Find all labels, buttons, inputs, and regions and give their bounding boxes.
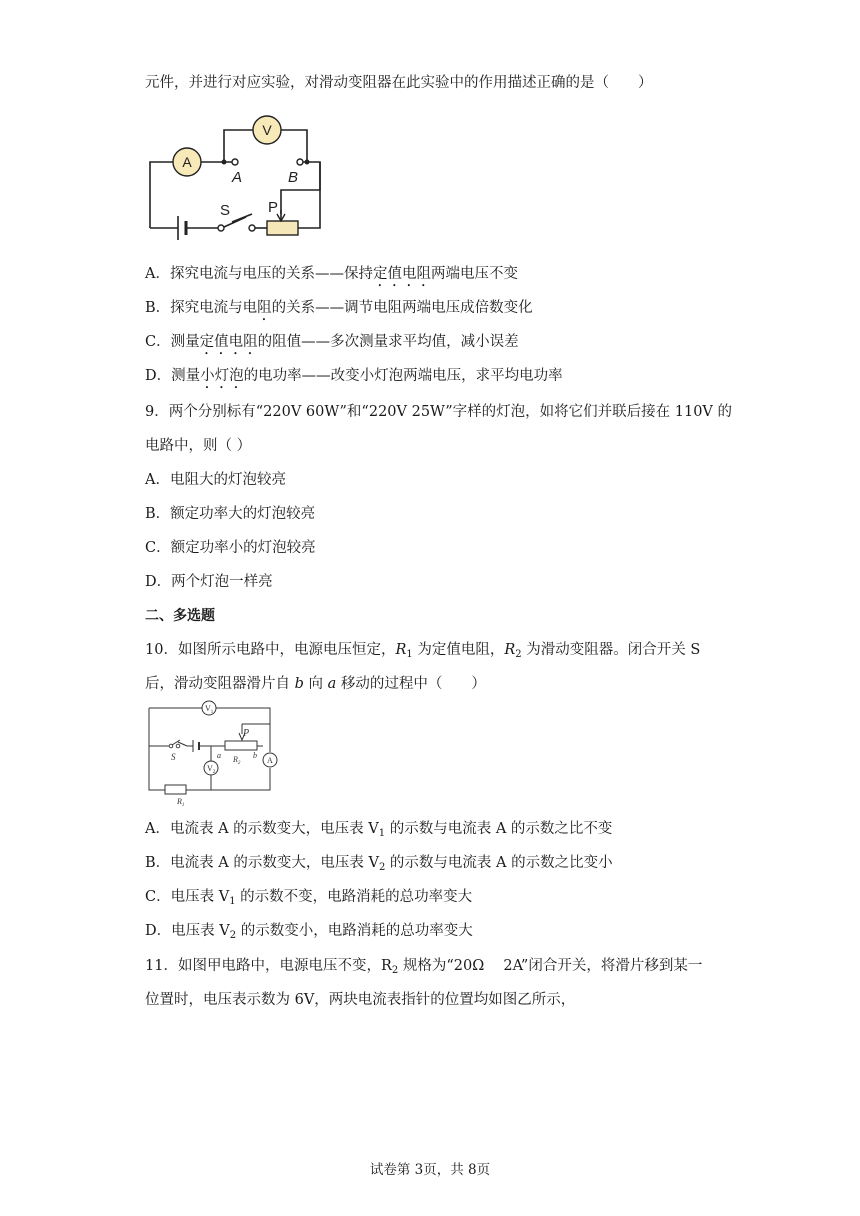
q8-option-b[interactable]: B．探究电流与电阻的关系——调节电阻两端电压成倍数变化	[145, 300, 533, 316]
q8-intro: 元件，并进行对应实验，对滑动变阻器在此实验中的作用描述正确的是（ ）	[145, 75, 653, 91]
q10-option-c[interactable]: C．电压表 $V_1$ 的示数不变，电路消耗的总功率变大	[145, 889, 473, 907]
q11-stem-line1: 11．如图甲电路中，电源电压不变，$R_2$ 规格为“20Ω 2A”闭合开关，将滑片移到某一	[145, 958, 703, 976]
svg-text:A: A	[267, 756, 273, 765]
svg-text:R2: $R_2$	[233, 755, 241, 766]
terminal-b-label: B	[288, 169, 299, 186]
q8-option-a[interactable]: A．探究电流与电压的关系——保持定值电阻两端电压不变	[145, 266, 518, 282]
q10-option-a[interactable]: A．电流表 A 的示数变大，电压表 $V_1$ 的示数与电流表 A 的示数之比不变	[145, 821, 613, 839]
section-heading-multiple-choice: 二、多选题	[145, 608, 215, 624]
terminal-a-label: A	[232, 169, 243, 186]
svg-text:V2: $V_2$	[207, 764, 216, 775]
voltmeter-label: V	[262, 122, 272, 138]
q9-stem-line1: 9．两个分别标有“220V 60W”和“220V 25W”字样的灯泡，如将它们并联后接在 110V 的	[145, 404, 732, 420]
q9-stem-line2: 电路中，则（ ）	[145, 438, 252, 454]
q8-option-d[interactable]: D．测量小灯泡的电功率——改变小灯泡两端电压，求平均电功率	[145, 368, 563, 384]
svg-text:a: a	[217, 751, 221, 760]
ammeter-label: A	[182, 154, 192, 170]
q9-option-a[interactable]: A．电阻大的灯泡较亮	[145, 472, 286, 488]
q11-stem-line2: 位置时，电压表示数为 6V，两块电流表指针的位置均如图乙所示，	[145, 992, 576, 1008]
circuit-diagram-1	[140, 110, 310, 245]
q10-option-b[interactable]: B．电流表 A 的示数变大，电压表 $V_2$ 的示数与电流表 A 的示数之比变小	[145, 855, 613, 873]
svg-text:S: S	[171, 752, 176, 762]
slider-label: P	[268, 199, 279, 216]
page-footer: 试卷第 3页，共 8页	[369, 1162, 491, 1178]
q9-option-b[interactable]: B．额定功率大的灯泡较亮	[145, 506, 316, 522]
q10-stem-line2: 后，滑动变阻器滑片自 b 向 a 移动的过程中（ ）	[145, 676, 486, 692]
q10-stem-line1: 10．如图所示电路中，电源电压恒定，$R_1$ 为定值电阻，$R_2$ 为滑动变阻器。闭合开关 S	[145, 642, 701, 660]
q8-option-c[interactable]: C．测量定值电阻的阻值——多次测量求平均值，减小误差	[145, 334, 519, 350]
svg-text:b: b	[253, 751, 257, 760]
svg-text:R1: $R_1$	[177, 797, 185, 808]
q9-option-d[interactable]: D．两个灯泡一样亮	[145, 574, 273, 590]
svg-text:V1: $V_1$	[205, 704, 214, 715]
circuit-diagram-2	[145, 700, 285, 810]
q10-option-d[interactable]: D．电压表 $V_2$ 的示数变小，电路消耗的总功率变大	[145, 923, 473, 941]
q9-option-c[interactable]: C．额定功率小的灯泡较亮	[145, 540, 316, 556]
switch-label: S	[220, 202, 231, 219]
svg-text:P: P	[243, 728, 250, 739]
